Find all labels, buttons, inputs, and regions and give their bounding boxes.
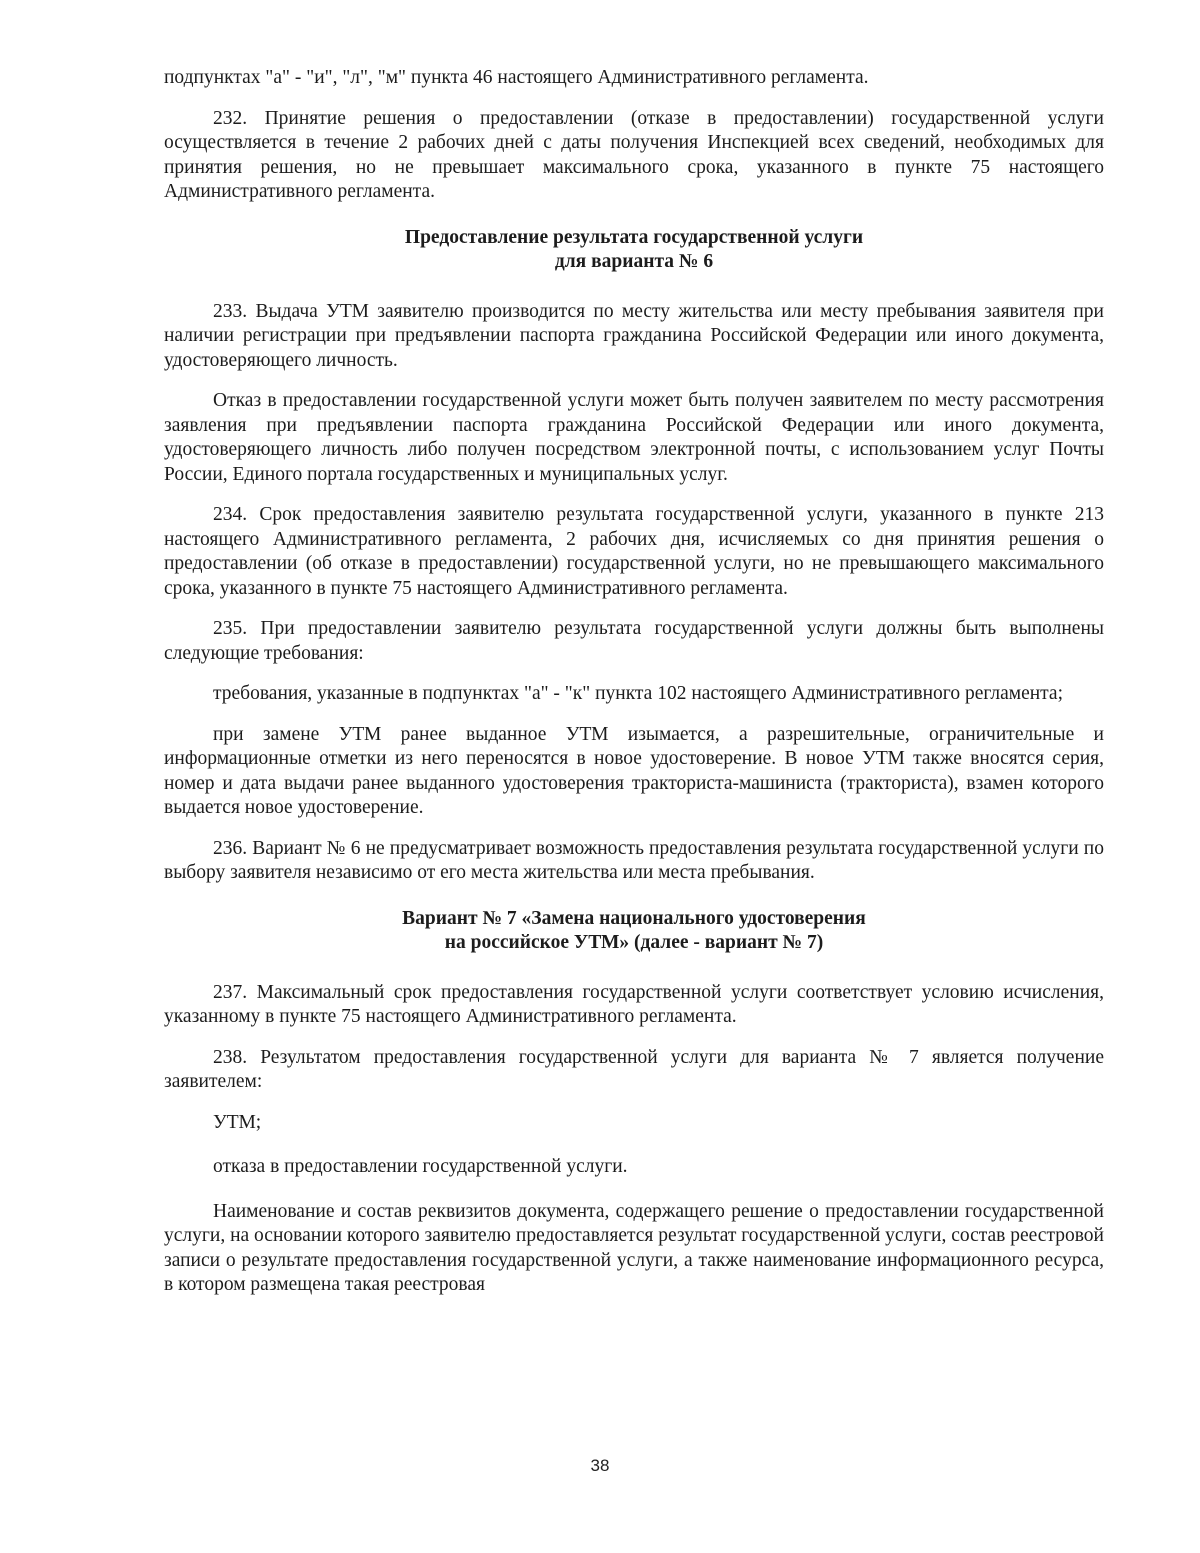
list-item-refusal: отказа в предоставлении государственной услуги. bbox=[213, 1156, 628, 1177]
paragraph-requirements: требования, указанные в подпунктах "а" - "к" пункта 102 настоящего Административного регламента; bbox=[213, 683, 1064, 704]
heading-line: Предоставление результата государственной услуги bbox=[404, 226, 864, 248]
page-number: 38 bbox=[590, 1456, 610, 1475]
paragraph-234: 234. Срок предоставления заявителю результата государственной услуги, указанного в пункте 213 настоящего Административного регламента, 2 рабочих дня, исчисляемых со дня принятия решения о предоставлении (об отказе в предоставлении) государственной услуги, но не превышающего максимального срока, указанного в пункте 75 настоящего Административного регламента. bbox=[164, 504, 1104, 599]
paragraph-continuation: подпунктах "а" - "и", "л", "м" пункта 46 настоящего Административного регламента. bbox=[164, 67, 869, 88]
section-heading-variant-6-result bbox=[164, 226, 1104, 275]
list-item-utm: УТМ; bbox=[213, 1111, 262, 1133]
paragraph-232: 232. Принятие решения о предоставлении (отказе в предоставлении) государственной услуги осуществляется в течение 2 рабочих дней с даты получения Инспекцией всех сведений, необходимых для принятия решения, но не превышает максимального срока, указанного в пункте 75 настоящего Административного регламента. bbox=[164, 107, 1104, 202]
section-heading-variant-7 bbox=[164, 907, 1104, 956]
paragraph-233: 233. Выдача УТМ заявителю производится по месту жительства или месту пребывания заявителя при наличии регистрации при предъявлении паспорта гражданина Российской Федерации или иного документа, удостоверяющего личность. bbox=[164, 300, 1104, 371]
paragraph-238: 238. Результатом предоставления государственной услуги для варианта № 7 является получение заявителем: bbox=[164, 1046, 1104, 1092]
paragraph-235: 235. При предоставлении заявителю результата государственной услуги должны быть выполнены следующие требования: bbox=[164, 618, 1104, 664]
document-body bbox=[164, 66, 1104, 1314]
heading-line: на российское УТМ» (далее - вариант № 7) bbox=[444, 932, 824, 953]
paragraph-document-requisites: Наименование и состав реквизитов документа, содержащего решение о предоставлении государственной услуги, на основании которого заявителю предоставляется результат государственной услуги, состав реестровой записи о результате предоставления государственной услуги, а также наименование информационного ресурса, в котором размещена такая реестровая bbox=[164, 1200, 1104, 1295]
paragraph-refusal: Отказ в предоставлении государственной услуги может быть получен заявителем по месту рассмотрения заявления при предъявлении паспорта гражданина Российской Федерации или иного документа, удостоверяющего личность либо получен посредством электронной почты, с использованием услуг Почты России, Единого портала государственных и муниципальных услуг. bbox=[164, 390, 1104, 485]
paragraph-237: 237. Максимальный срок предоставления государственной услуги соответствует условию исчисления, указанному в пункте 75 настоящего Административного регламента. bbox=[164, 981, 1104, 1027]
paragraph-236: 236. Вариант № 6 не предусматривает возможность предоставления результата государственной услуги по выбору заявителя независимо от его места жительства или места пребывания. bbox=[164, 837, 1104, 883]
paragraph-utm-replacement: при замене УТМ ранее выданное УТМ изымается, а разрешительные, ограничительные и информационные отметки из него переносятся в новое удостоверение. В новое УТМ также вносятся серия, номер и дата выдачи ранее выданного удостоверения тракториста-машиниста (тракториста), взамен которого выдается новое удостоверение. bbox=[164, 723, 1104, 818]
heading-line: для варианта № 6 bbox=[554, 251, 714, 272]
heading-line: Вариант № 7 «Замена национального удостоверения bbox=[402, 907, 866, 929]
